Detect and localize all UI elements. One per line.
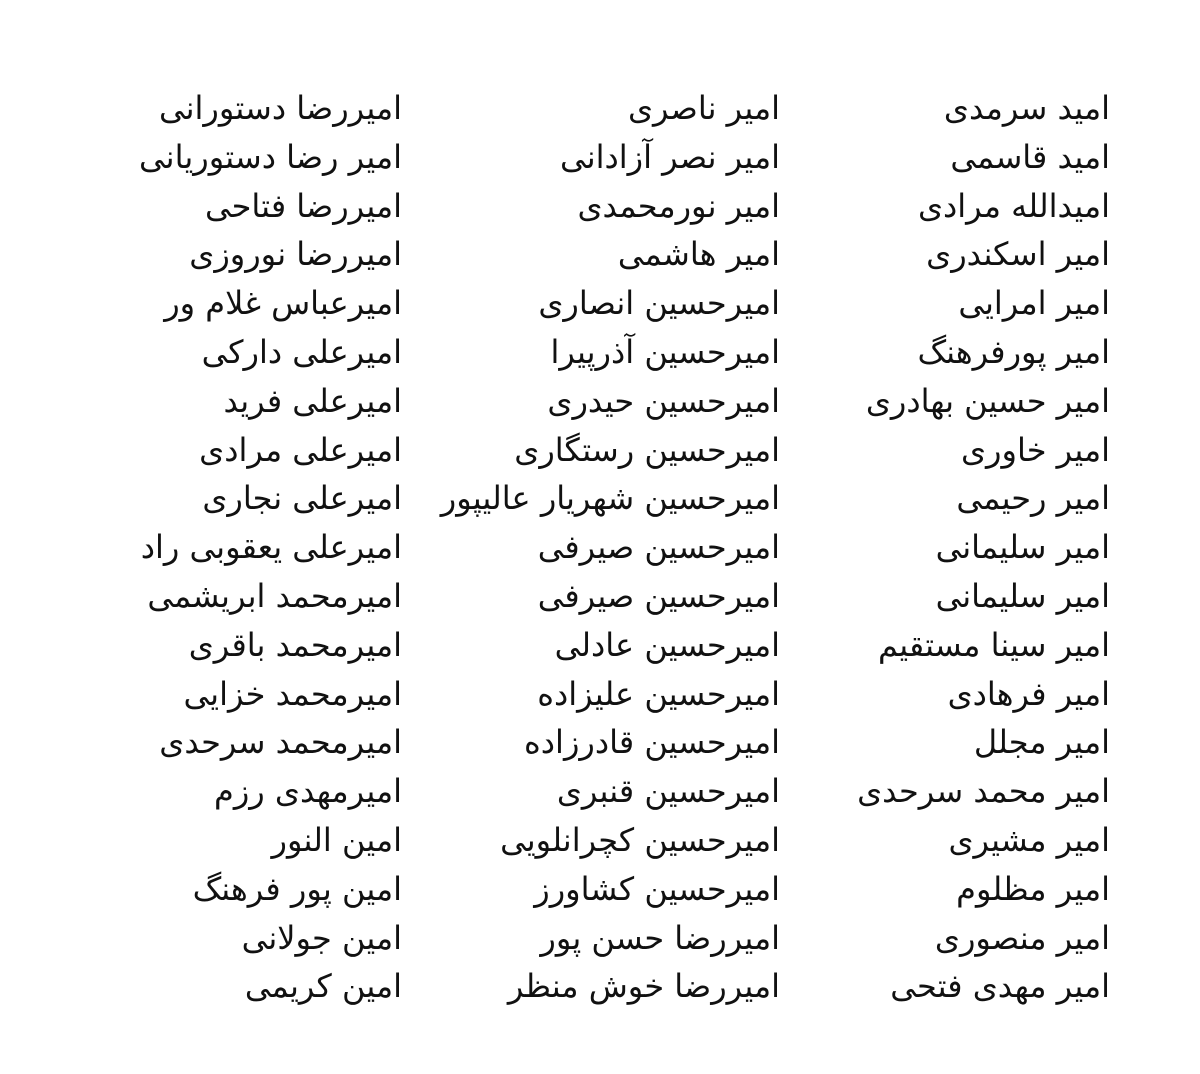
name-list-item: امیرمهدی رزم xyxy=(214,772,402,811)
name-list-item: امیرحسین کشاورز xyxy=(534,869,780,908)
name-column-middle xyxy=(400,84,780,1011)
name-list-item: امیر محمد سرحدی xyxy=(857,772,1110,811)
name-list-item: امیرعلی فرید xyxy=(223,381,402,420)
name-list-item: امیر نصر آزادانی xyxy=(560,137,780,176)
name-list-item: امیر رضا دستوریانی xyxy=(139,137,402,176)
name-list-item: امیرمحمد ابریشمی xyxy=(147,576,402,615)
name-list-item: امیرحسین قنبری xyxy=(556,772,780,811)
name-list-item: امیر ناصری xyxy=(627,89,780,127)
name-list-item: امیر امرایی xyxy=(958,284,1110,323)
name-list-item: امیر مهدی فتحی xyxy=(890,967,1110,1006)
name-list-item: امیرعباس غلام ور xyxy=(164,284,402,323)
name-list-item: امیدالله مرادی xyxy=(917,186,1110,225)
name-list-item: امیر مشیری xyxy=(948,820,1110,859)
name-list-item: امیررضا دستورانی xyxy=(158,89,402,127)
name-list-item: امیر رحیمی xyxy=(956,479,1110,518)
name-list-item: امیرمحمد خزایی xyxy=(183,674,402,713)
name-list-item: امیرحسین کچرانلویی xyxy=(500,820,780,859)
name-list-item: امیر سلیمانی xyxy=(935,576,1110,615)
name-list-item: امیرمحمد باقری xyxy=(188,625,402,664)
name-list-item: امیرحسین رستگاری xyxy=(514,430,780,469)
name-list-item: امیرحسین عادلی xyxy=(554,625,780,664)
name-list-item: امیر پورفرهنگ xyxy=(917,332,1110,371)
name-list-item: امین النور xyxy=(271,820,402,859)
name-list-item: امیرحسین علیزاده xyxy=(537,674,780,713)
name-list-item: امیرعلی یعقوبی راد xyxy=(140,528,402,567)
name-list-item: امین پور فرهنگ xyxy=(192,869,402,908)
name-list-item: امیر سلیمانی xyxy=(935,528,1110,567)
name-list-item: امید قاسمی xyxy=(950,137,1110,176)
name-list-item: امیرعلی مرادی xyxy=(199,430,402,469)
name-list-item: امیرعلی نجاری xyxy=(202,479,402,518)
name-list-item: امیر حسین بهادری xyxy=(865,381,1110,420)
name-list-item: امیرحسین انصاری xyxy=(538,284,780,323)
name-list-item: امیرحسین قادرزاده xyxy=(524,723,780,762)
name-list-item: امیرحسین حیدری xyxy=(547,381,780,420)
name-list-item: امیر نورمحمدی xyxy=(577,186,780,225)
name-list-item: امین جولانی xyxy=(241,918,402,957)
name-list-item: امیر اسکندری xyxy=(926,235,1110,274)
name-list-item: امیرحسین صیرفی xyxy=(537,576,780,615)
name-column-left xyxy=(72,84,402,1011)
name-list-item: امیررضا حسن پور xyxy=(540,918,780,957)
name-list-item: امید سرمدی xyxy=(943,89,1110,127)
name-list-item: امیررضا خوش منظر xyxy=(507,967,780,1006)
name-list-item: امین کریمی xyxy=(244,967,402,1006)
name-list-item: امیرحسین شهریار عالیپور xyxy=(440,479,780,518)
name-list-item: امیررضا فتاحی xyxy=(204,186,402,225)
name-column-right xyxy=(780,84,1110,1011)
name-list-item: امیرحسین آذرپیرا xyxy=(550,332,780,371)
name-list-item: امیر منصوری xyxy=(934,918,1110,957)
name-list-item: امیر هاشمی xyxy=(617,235,780,274)
name-list-item: امیر سینا مستقیم xyxy=(877,625,1110,664)
name-list-item: امیرحسین صیرفی xyxy=(537,528,780,567)
name-list-item: امیررضا نوروزی xyxy=(189,235,402,274)
name-list-item: امیرعلی دارکی xyxy=(201,332,402,371)
name-list-item: امیر فرهادی xyxy=(947,674,1110,713)
name-list-item: امیرمحمد سرحدی xyxy=(159,723,402,762)
name-list-item: امیر مظلوم xyxy=(956,869,1110,908)
name-list-item: امیر مجلل xyxy=(973,723,1110,762)
name-list-item: امیر خاوری xyxy=(961,430,1110,469)
